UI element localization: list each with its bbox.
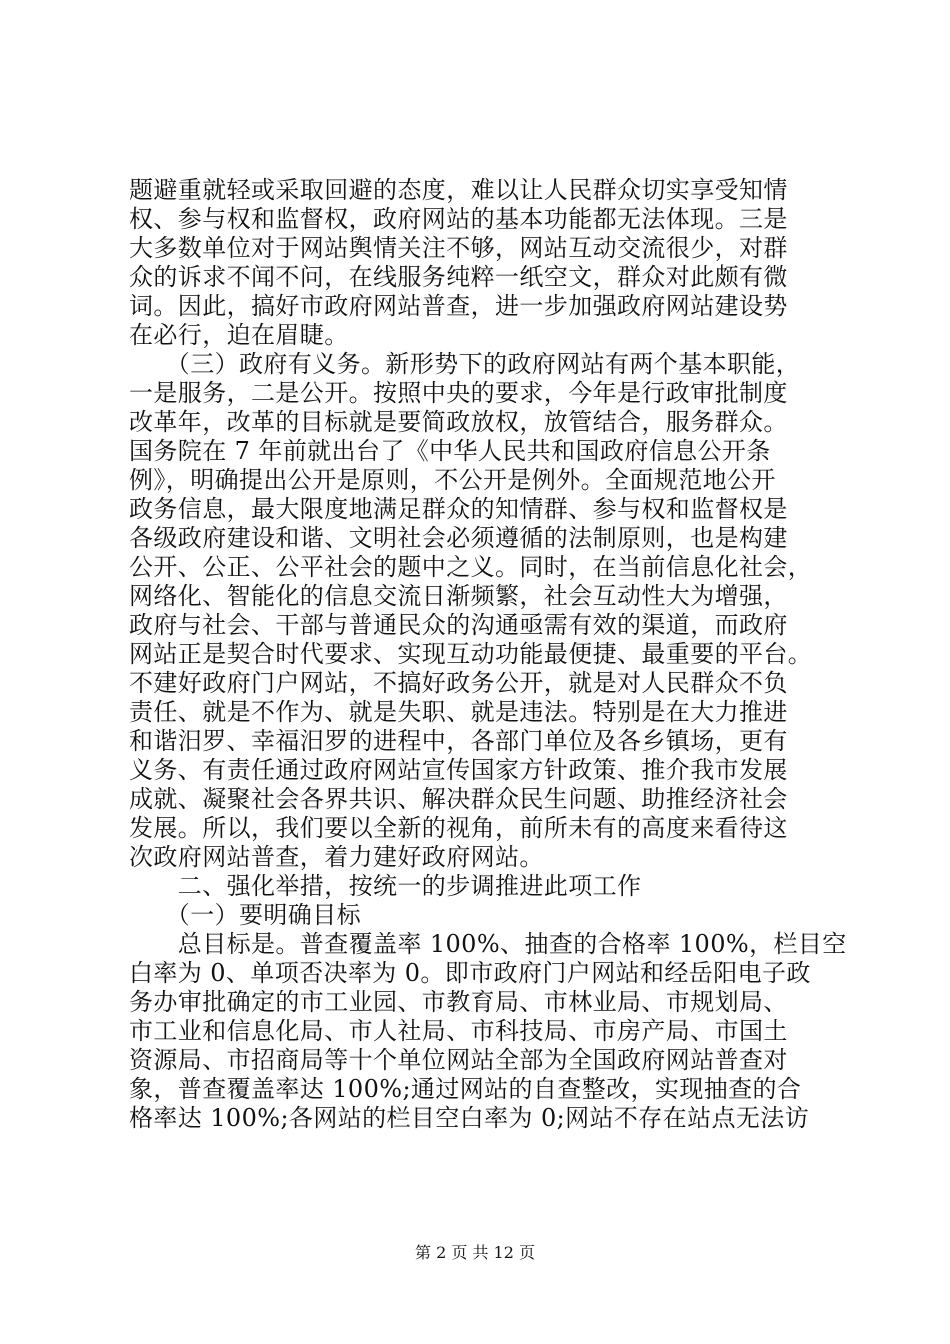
page-footer: 第 2 页 共 12 页 [415, 1243, 535, 1262]
text-line-18: 不建好政府门户网站，不搞好政务公开，就是对人民群众不负 [129, 669, 788, 697]
text-line-28: 白率为 0、单项否决率为 0。即市政府门户网站和经岳阳电子政 [129, 959, 811, 987]
text-line-20: 和谐汨罗、幸福汨罗的进程中，各部门单位及各乡镇场，更有 [129, 727, 788, 755]
text-line-32: 象，普查覆盖率达 100%;通过网站的自查整改，实现抽查的合 [129, 1075, 802, 1103]
text-line-4: 众的诉求不闻不问，在线服务纯粹一纸空文，群众对此颇有微 [129, 263, 788, 291]
text-line-30: 市工业和信息化局、市人社局、市科技局、市房产局、市国土 [129, 1017, 788, 1045]
text-line-21: 义务、有责任通过政府网站宣传国家方针政策、推介我市发展 [129, 756, 788, 784]
text-line-31: 资源局、市招商局等十个单位网站全部为全国政府网站普查对 [129, 1046, 788, 1074]
text-line-33: 格率达 100%;各网站的栏目空白率为 0;网站不存在站点无法访 [129, 1104, 810, 1132]
text-line-17: 网站正是契合时代要求、实现互动功能最便捷、最重要的平台。 [129, 640, 813, 668]
text-line-16: 政府与社会、干部与普通民众的沟通亟需有效的渠道，而政府 [129, 611, 788, 639]
text-line-8: 一是服务，二是公开。按照中央的要求，今年是行政审批制度 [129, 379, 788, 407]
text-line-7: （三）政府有义务。新形势下的政府网站有两个基本职能， [129, 350, 801, 378]
text-line-12: 政务信息，最大限度地满足群众的知情群、参与权和监督权是 [129, 495, 788, 523]
text-line-27: 总目标是。普查覆盖率 100%、抽查的合格率 100%，栏目空 [129, 930, 847, 958]
text-line-9: 改革年，改革的目标就是要简政放权，放管结合，服务群众。 [129, 408, 788, 436]
text-line-1: 题避重就轻或采取回避的态度，难以让人民群众切实享受知情 [129, 176, 788, 204]
text-line-11: 例》，明确提出公开是原则，不公开是例外。全面规范地公开 [129, 466, 776, 494]
text-line-14: 公开、公正、公平社会的题中之义。同时，在当前信息化社会， [129, 553, 813, 581]
text-line-5: 词。因此，搞好市政府网站普查，进一步加强政府网站建设势 [129, 292, 788, 320]
text-line-24: 次政府网站普查，着力建好政府网站。 [129, 843, 544, 871]
text-line-15: 网络化、智能化的信息交流日渐频繁，社会互动性大为增强， [129, 582, 788, 610]
text-line-29: 务办审批确定的市工业园、市教育局、市林业局、市规划局、 [129, 988, 788, 1016]
text-line-3: 大多数单位对于网站舆情关注不够，网站互动交流很少，对群 [129, 234, 788, 262]
text-line-10: 国务院在 7 年前就出台了《中华人民共和国政府信息公开条 [129, 437, 771, 465]
text-line-23: 发展。所以，我们要以全新的视角，前所未有的高度来看待这 [129, 814, 788, 842]
text-line-13: 各级政府建设和谐、文明社会必须遵循的法制原则，也是构建 [129, 524, 788, 552]
text-line-22: 成就、凝聚社会各界共识、解决群众民生问题、助推经济社会 [129, 785, 788, 813]
subsection-heading-1: （一）要明确目标 [129, 901, 361, 929]
text-line-19: 责任、就是不作为、就是失职、就是违法。特别是在大力推进 [129, 698, 788, 726]
text-line-2: 权、参与权和监督权，政府网站的基本功能都无法体现。三是 [129, 205, 788, 233]
section-heading-2: 二、强化举措，按统一的步调推进此项工作 [129, 872, 642, 900]
text-line-6: 在必行，迫在眉睫。 [129, 321, 349, 349]
document-body [129, 176, 849, 1133]
